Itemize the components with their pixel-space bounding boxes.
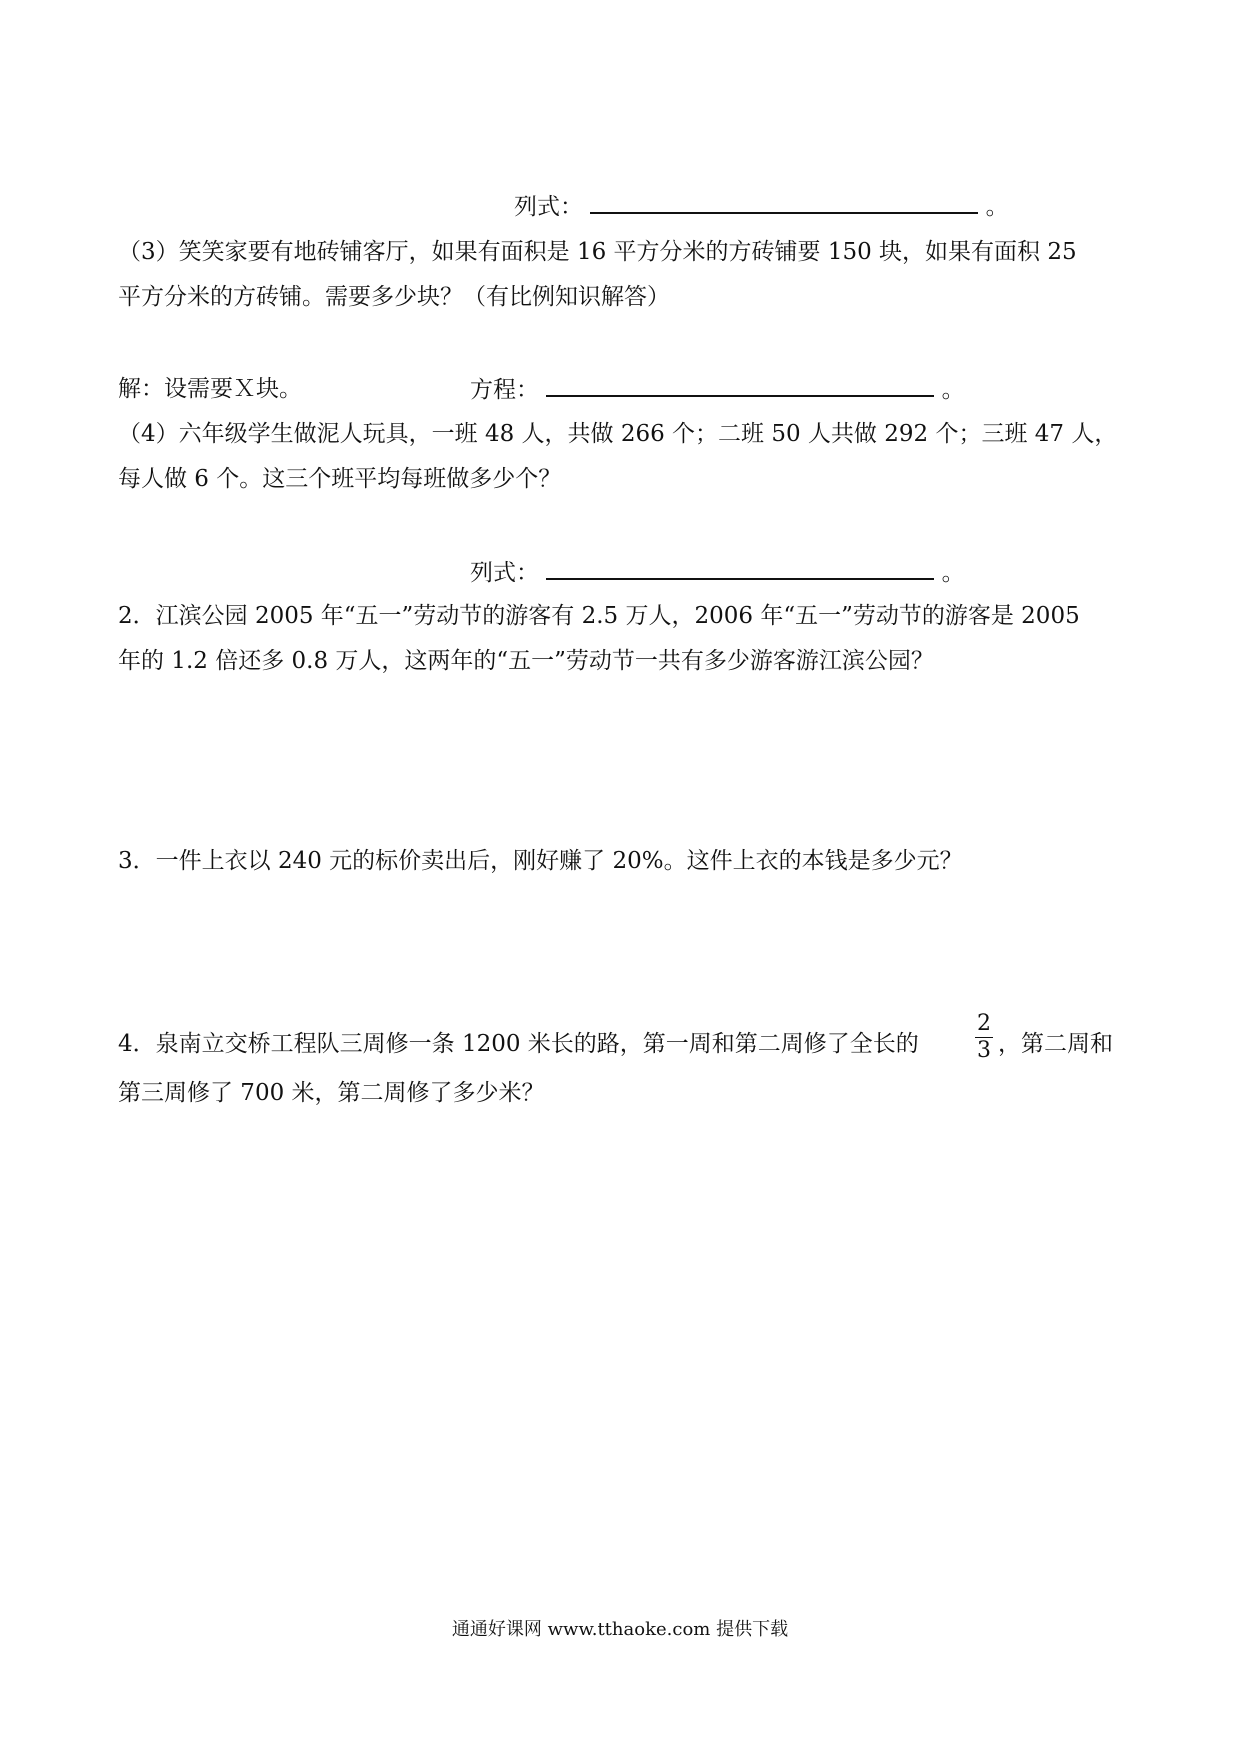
question-3-text: 3．一件上衣以 240 元的标价卖出后，刚好赚了 20%。这件上衣的本钱是多少元？ <box>118 848 963 874</box>
fraction-two-thirds <box>972 1012 996 1063</box>
equation-label: 方程： <box>470 377 539 403</box>
formula-line-part2 <box>514 190 1009 223</box>
end-mark: 。 <box>941 377 965 403</box>
question-4-line-2: 每人做 6 个。这三个班平均每班做多少个？ <box>118 466 562 492</box>
question-2-line-2: 年的 1.2 倍还多 0.8 万人，这两年的“五一”劳动节一共有多少游客游江滨公园？ <box>118 648 934 674</box>
fraction-numerator: 2 <box>977 1011 991 1036</box>
formula-label: 列式： <box>470 560 539 586</box>
answer-blank[interactable] <box>546 556 934 580</box>
answer-blank[interactable] <box>590 190 978 214</box>
question-4-line-1-before: 4．泉南立交桥工程队三周修一条 1200 米长的路，第一周和第二周修了全长的 <box>118 1031 919 1057</box>
solution-label: 解：设需要Ｘ块。 <box>118 376 302 402</box>
equation-line-part3 <box>470 373 965 406</box>
question-3-line-1: （3）笑笑家要有地砖铺客厅，如果有面积是 16 平方分米的方砖铺要 150 块，如果有面积 25 <box>118 239 1077 265</box>
fraction-denominator: 3 <box>977 1038 991 1063</box>
end-mark: 。 <box>985 194 1009 220</box>
solution-line-part3 <box>118 373 302 405</box>
formula-line-part4 <box>470 556 965 589</box>
question-4-line-2: 第三周修了 700 米，第二周修了多少米？ <box>118 1080 545 1106</box>
end-mark: 。 <box>941 560 965 586</box>
question-3-line-2: 平方分米的方砖铺。需要多少块？（有比例知识解答） <box>118 284 670 310</box>
answer-blank[interactable] <box>546 373 934 397</box>
question-4-line-1: （4）六年级学生做泥人玩具，一班 48 人，共做 266 个；二班 50 人共做 292 个；三班 47 人， <box>118 421 1118 447</box>
question-2-line-1: 2．江滨公园 2005 年“五一”劳动节的游客有 2.5 万人，2006 年“五一”劳动节的游客是 2005 <box>118 603 1080 629</box>
footer-text: 通通好课网 www.tthaoke.com 提供下载 <box>451 1619 789 1640</box>
question-4-line-1-after: ，第二周和 <box>998 1031 1113 1057</box>
formula-label: 列式： <box>514 194 583 220</box>
